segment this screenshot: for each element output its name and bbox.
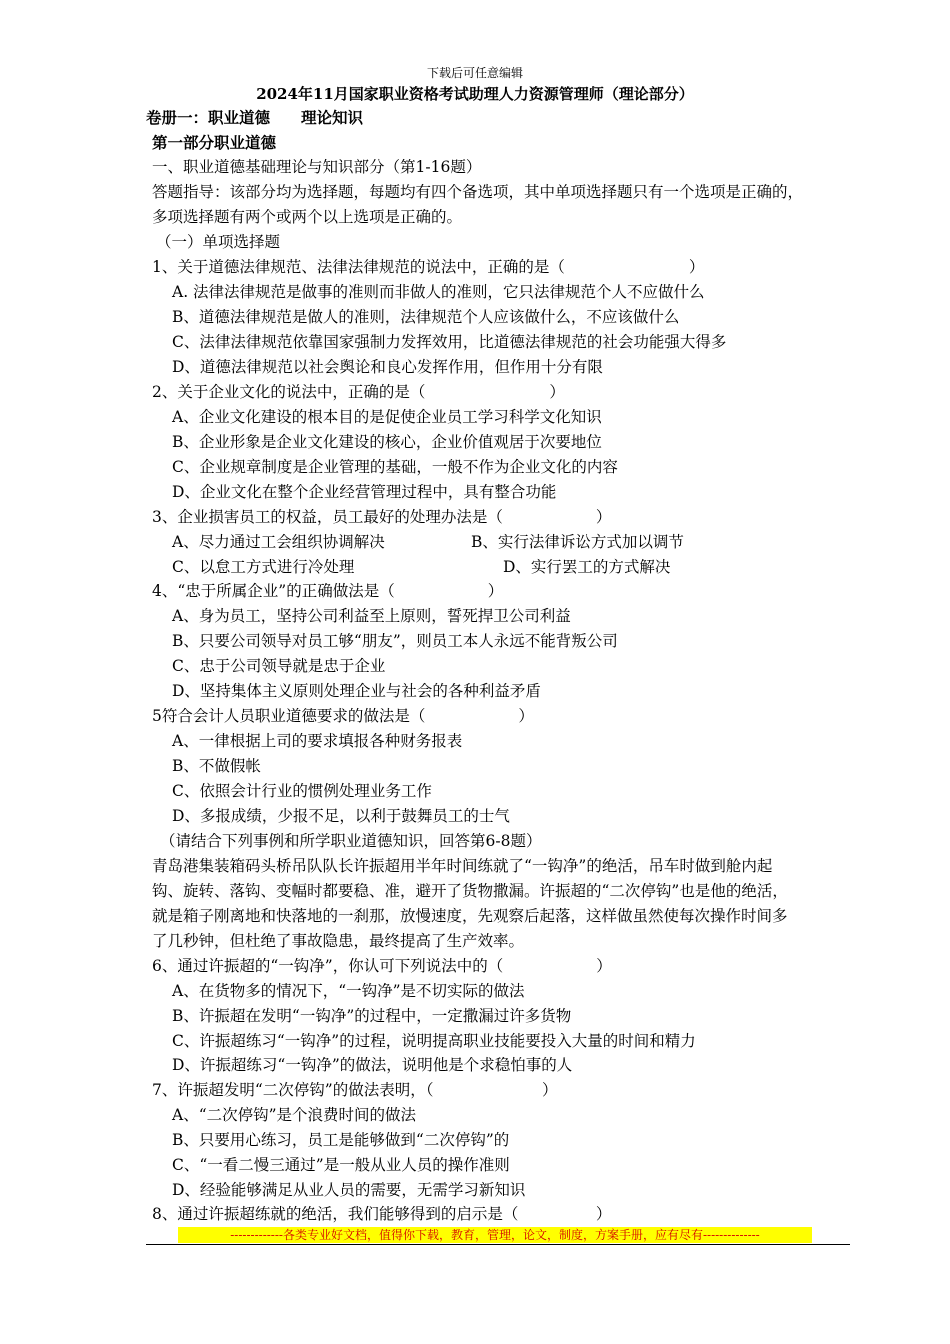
question-5-option-a: A、一律根据上司的要求填报各种财务报表 — [172, 732, 463, 750]
case-text-line-2: 钩、旋转、落钩、变幅时都要稳、准，避开了货物撒漏。许振超的“二次停钩”也是他的绝活， — [152, 882, 788, 900]
question-6-option-c: C、许振超练习“一钩净”的过程，说明提高职业技能要投入大量的时间和精力 — [172, 1032, 696, 1050]
question-3: 3、企业损害员工的权益，员工最好的处理办法是（ ） — [152, 508, 612, 526]
question-1-option-a: A. 法律法律规范是做事的准则而非做人的准则，它只法律规范个人不应做什么 — [172, 283, 705, 301]
question-7: 7、许振超发明“二次停钩”的做法表明，（ ） — [152, 1081, 558, 1099]
question-5: 5符合会计人员职业道德要求的做法是（ ） — [152, 707, 534, 725]
question-5-option-c: C、依照会计行业的惯例处理业务工作 — [172, 782, 432, 800]
question-7-option-a: A、“二次停钩”是个浪费时间的做法 — [172, 1106, 417, 1124]
question-7-option-b: B、只要用心练习，员工是能够做到“二次停钩”的 — [172, 1131, 510, 1149]
question-4-option-d: D、坚持集体主义原则处理企业与社会的各种利益矛盾 — [172, 682, 541, 700]
footer-divider — [146, 1244, 850, 1245]
case-intro: （请结合下列事例和所学职业道德知识，回答第6-8题） — [160, 832, 542, 850]
question-2-option-d: D、企业文化在整个企业经营管理过程中，具有整合功能 — [172, 483, 557, 501]
question-3-option-c: C、以怠工方式进行冷处理 — [172, 558, 355, 576]
question-2-option-b: B、企业形象是企业文化建设的核心，企业价值观居于次要地位 — [172, 433, 602, 451]
question-7-option-d: D、经验能够满足从业人员的需要，无需学习新知识 — [172, 1181, 526, 1199]
footer-banner: -------------各类专业好文档，值得你下载，教育，管理，论文，制度，方案手册，应有尽有-------------- — [178, 1227, 812, 1243]
question-6-option-a: A、在货物多的情况下，“一钩净”是不切实际的做法 — [172, 982, 525, 1000]
question-7-option-c: C、“一看二慢三通过”是一般从业人员的操作准则 — [172, 1156, 510, 1174]
question-4: 4、“忠于所属企业”的正确做法是（ ） — [152, 582, 504, 600]
question-4-option-a: A、身为员工，坚持公司利益至上原则，誓死捍卫公司利益 — [172, 607, 571, 625]
question-6-option-d: D、许振超练习“一钩净”的做法，说明他是个求稳怕事的人 — [172, 1056, 573, 1074]
case-text-line-1: 青岛港集装箱码头桥吊队队长许振超用半年时间练就了“一钩净”的绝活，吊车时做到舱内起 — [152, 857, 773, 875]
question-4-option-c: C、忠于公司领导就是忠于企业 — [172, 657, 386, 675]
guide-line-2: 多项选择题有两个或两个以上选项是正确的。 — [152, 208, 463, 226]
question-1-option-d: D、道德法律规范以社会舆论和良心发挥作用，但作用十分有限 — [172, 358, 603, 376]
question-3-option-d: D、实行罢工的方式解决 — [503, 558, 671, 576]
question-3-option-b: B、实行法律诉讼方式加以调节 — [471, 533, 684, 551]
section-heading: 一、职业道德基础理论与知识部分（第1-16题） — [152, 158, 482, 176]
question-2-option-a: A、企业文化建设的根本目的是促使企业员工学习科学文化知识 — [172, 408, 602, 426]
guide-line-1: 答题指导：该部分均为选择题，每题均有四个备选项，其中单项选择题只有一个选项是正确的， — [152, 183, 804, 201]
question-2-option-c: C、企业规章制度是企业管理的基础，一般不作为企业文化的内容 — [172, 458, 618, 476]
question-6-option-b: B、许振超在发明“一钩净”的过程中，一定撒漏过许多货物 — [172, 1007, 572, 1025]
question-2: 2、关于企业文化的说法中，正确的是（ ） — [152, 383, 565, 401]
question-5-option-d: D、多报成绩，少报不足，以利于鼓舞员工的士气 — [172, 807, 510, 825]
question-3-option-a: A、尽力通过工会组织协调解决 — [172, 533, 385, 551]
question-1-option-c: C、法律法律规范依靠国家强制力发挥效用，比道德法律规范的社会功能强大得多 — [172, 333, 727, 351]
volume-heading: 卷册一：职业道德 理论知识 — [146, 108, 364, 127]
case-text-line-3: 就是箱子刚离地和快落地的一刹那，放慢速度，先观察后起落，这样做虽然使每次操作时间多 — [152, 907, 788, 925]
case-text-line-4: 了几秒钟，但杜绝了事故隐患，最终提高了生产效率。 — [152, 932, 525, 950]
part-heading: 第一部分职业道德 — [152, 133, 277, 152]
question-4-option-b: B、只要公司领导对员工够“朋友”，则员工本人永远不能背叛公司 — [172, 632, 618, 650]
subsection-heading: （一）单项选择题 — [156, 233, 281, 251]
question-8: 8、通过许振超练就的绝活，我们能够得到的启示是（ ） — [152, 1205, 612, 1223]
document-title: 2024年11月国家职业资格考试助理人力资源管理师（理论部分） — [256, 85, 694, 103]
question-1: 1、关于道德法律规范、法律法律规范的说法中，正确的是（ ） — [152, 258, 705, 276]
question-6: 6、通过许振超的“一钩净”，你认可下列说法中的（ ） — [152, 957, 612, 975]
header-note: 下载后可任意编辑 — [426, 66, 523, 80]
question-1-option-b: B、道德法律规范是做人的准则，法律规范个人应该做什么，不应该做什么 — [172, 308, 680, 326]
question-5-option-b: B、不做假帐 — [172, 757, 261, 775]
